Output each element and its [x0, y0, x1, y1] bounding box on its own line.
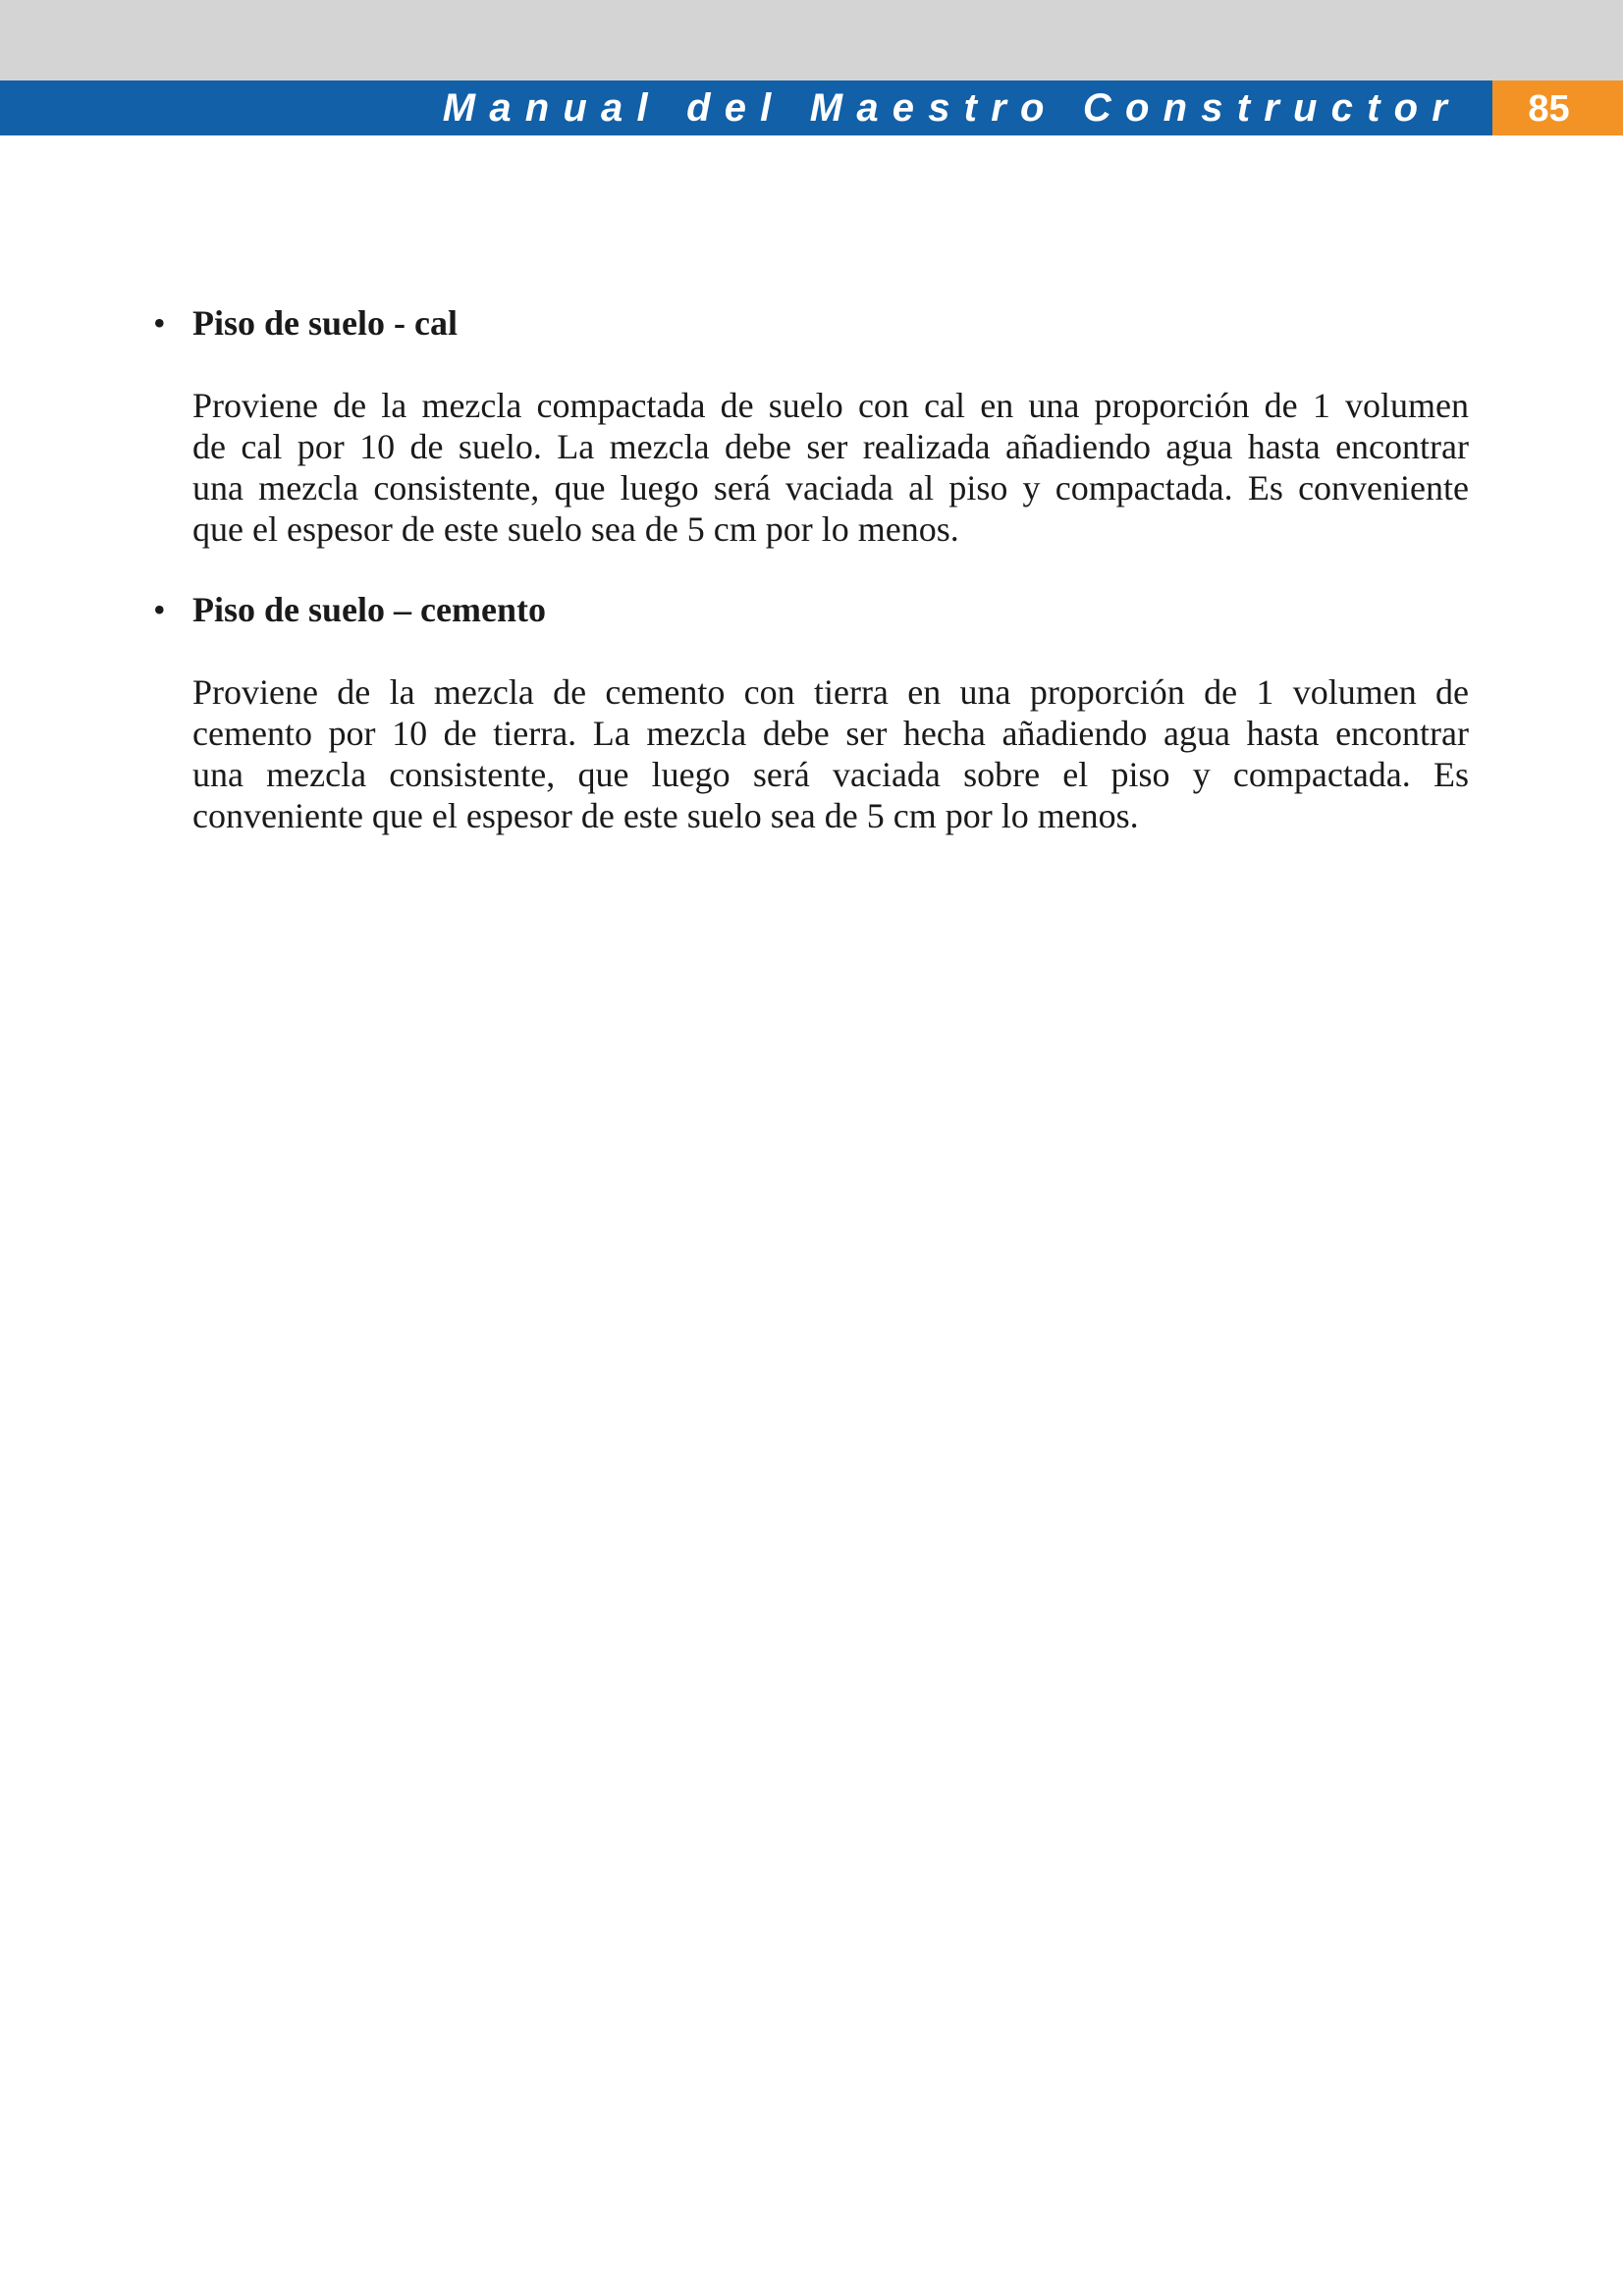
book-title: Manual del Maestro Constructor: [442, 86, 1461, 130]
section-paragraph: [192, 671, 1469, 836]
paragraph-line: cemento por 10 de tierra. La mezcla debe ser hecha añadiendo agua hasta encontrar: [192, 714, 1469, 753]
page-number-tab: [1492, 80, 1623, 135]
page-number: 85: [1528, 88, 1570, 130]
running-header: [0, 80, 1492, 135]
paragraph-line: una mezcla consistente, que luego será vaciada al piso y compactada. Es conveniente: [192, 468, 1469, 507]
paragraph-line: conveniente que el espesor de este suelo sea de 5 cm por lo menos.: [192, 796, 1139, 835]
section-paragraph: [192, 385, 1469, 550]
paragraph-line: de cal por 10 de suelo. La mezcla debe ser realizada añadiendo agua hasta encontrar: [192, 427, 1469, 466]
paragraph-line: una mezcla consistente, que luego será vaciada sobre el piso y compactada. Es: [192, 755, 1469, 794]
section-heading: Piso de suelo – cemento: [192, 590, 546, 629]
paragraph-line: que el espesor de este suelo sea de 5 cm por lo menos.: [192, 509, 959, 549]
paragraph-line: Proviene de la mezcla de cemento con tierra en una proporción de 1 volumen de: [192, 672, 1469, 712]
top-gray-strip: [0, 0, 1623, 80]
section-heading: Piso de suelo - cal: [192, 303, 458, 343]
paragraph-line: Proviene de la mezcla compactada de suelo con cal en una proporción de 1 volumen: [192, 386, 1469, 425]
bullet-marker: •: [153, 590, 166, 629]
bullet-marker: •: [153, 303, 166, 343]
